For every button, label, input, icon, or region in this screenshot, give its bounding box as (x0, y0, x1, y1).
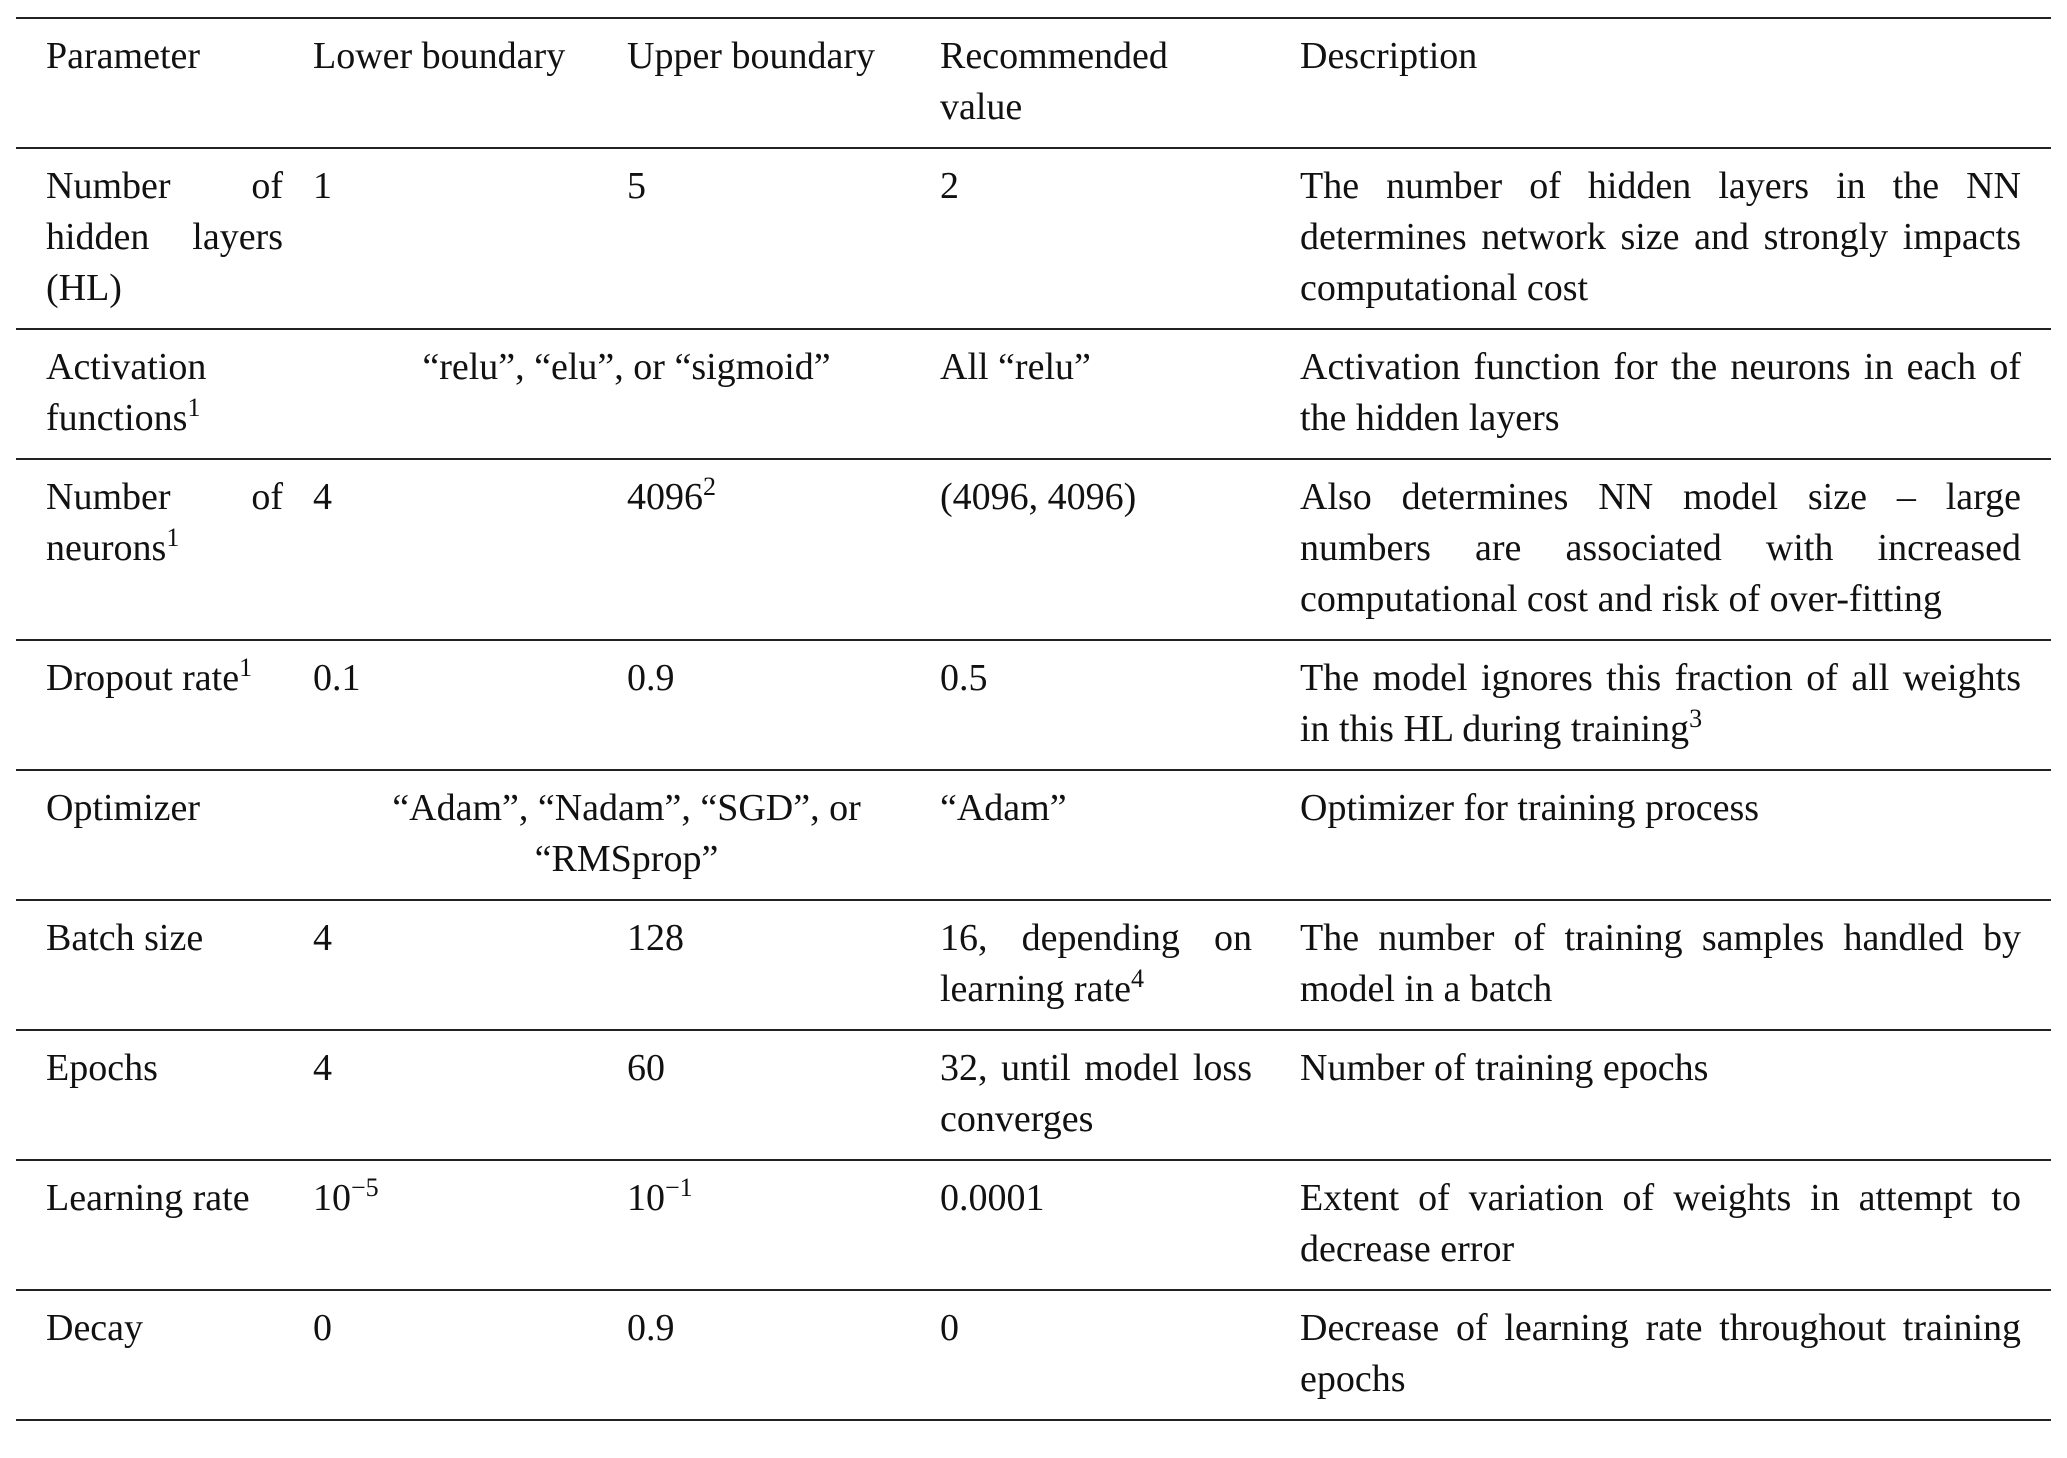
cell-recommended: 2 (940, 165, 959, 207)
table-row (16, 1290, 2051, 1420)
cell-parameter-text: Activation functions (46, 346, 207, 439)
cell-parameter (16, 329, 313, 459)
cell-description: The number of training samples handled by model in a batch (1300, 917, 2021, 1010)
cell-description: Activation function for the neurons in each of the hidden layers (1300, 346, 2021, 439)
cell-parameter: Learning rate (46, 1177, 250, 1219)
cell-lower: 4 (313, 917, 332, 959)
header-upper-boundary: Upper boundary (627, 35, 875, 77)
cell-parameter: Epochs (46, 1047, 158, 1089)
footnote-marker: 1 (239, 653, 253, 682)
cell-recommended: “Adam” (940, 787, 1067, 829)
header-description: Description (1300, 35, 1478, 77)
cell-recommended: (4096, 4096) (940, 476, 1137, 518)
cell-description: Also determines NN model size – large numbers are associated with increased computational cost and risk of over-fitting (1300, 476, 2021, 620)
table-header-row (16, 18, 2051, 148)
cell-description: The number of hidden layers in the NN determines network size and strongly impacts computational cost (1300, 165, 2021, 309)
cell-description: Decrease of learning rate throughout training epochs (1300, 1307, 2021, 1400)
cell-upper: 0.9 (627, 1307, 675, 1349)
header-recommended-value: Recommended value (940, 35, 1168, 128)
cell-recommended (940, 900, 1300, 1030)
cell-upper (627, 459, 940, 640)
footnote-marker: 2 (703, 472, 716, 501)
cell-parameter-text: Dropout rate (46, 657, 240, 699)
cell-recommended: 0.0001 (940, 1177, 1045, 1219)
cell-description: Extent of variation of weights in attempt to decrease error (1300, 1177, 2021, 1270)
cell-recommended-text: 16, depending on learning rate (940, 917, 1252, 1010)
table-row (16, 1030, 2051, 1160)
table-row (16, 148, 2051, 329)
exponent: −1 (665, 1173, 693, 1202)
cell-upper: 60 (627, 1047, 665, 1089)
cell-parameter: Decay (46, 1307, 144, 1349)
cell-parameter (16, 459, 313, 640)
table-row (16, 1160, 2051, 1290)
cell-lower: 1 (313, 165, 332, 207)
cell-lower: 4 (313, 476, 332, 518)
footnote-marker: 1 (166, 523, 180, 552)
cell-parameter: Batch size (46, 917, 204, 959)
cell-range: “relu”, “elu”, or “sigmoid” (422, 346, 831, 388)
cell-recommended: 32, until model loss converges (940, 1047, 1252, 1140)
header-lower-boundary: Lower boundary (313, 35, 566, 77)
cell-upper: 0.9 (627, 657, 675, 699)
footnote-marker: 3 (1689, 704, 1703, 733)
exponent: −5 (351, 1173, 379, 1202)
hyperparameter-table-container (16, 17, 2051, 1421)
cell-parameter-text: Number of neurons (46, 476, 283, 569)
cell-lower: 0.1 (313, 657, 361, 699)
cell-parameter: Number of hidden layers (HL) (46, 165, 283, 309)
cell-recommended: All “relu” (940, 346, 1091, 388)
cell-lower-base: 10 (313, 1177, 351, 1219)
cell-upper-text: 4096 (627, 476, 703, 518)
hyperparameter-table (16, 17, 2051, 1421)
footnote-marker: 1 (187, 393, 201, 422)
footnote-marker: 4 (1130, 964, 1144, 993)
cell-parameter: Optimizer (46, 787, 201, 829)
cell-upper-base: 10 (627, 1177, 665, 1219)
table-row (16, 900, 2051, 1030)
table-row (16, 329, 2051, 459)
cell-range: “Adam”, “Nadam”, “SGD”, or “RMSprop” (392, 787, 861, 880)
cell-upper (627, 1160, 940, 1290)
cell-description (1300, 640, 2051, 770)
cell-description: Optimizer for training process (1300, 787, 1760, 829)
cell-description-text: The model ignores this fraction of all weights in this HL during training (1300, 657, 2021, 750)
cell-lower: 0 (313, 1307, 332, 1349)
cell-recommended: 0.5 (940, 657, 988, 699)
table-row (16, 640, 2051, 770)
table-row (16, 770, 2051, 900)
header-parameter: Parameter (46, 35, 201, 77)
cell-upper: 5 (627, 165, 646, 207)
cell-upper: 128 (627, 917, 684, 959)
cell-parameter (16, 640, 313, 770)
cell-lower: 4 (313, 1047, 332, 1089)
table-row (16, 459, 2051, 640)
cell-recommended: 0 (940, 1307, 959, 1349)
cell-description: Number of training epochs (1300, 1047, 1709, 1089)
cell-lower (313, 1160, 627, 1290)
